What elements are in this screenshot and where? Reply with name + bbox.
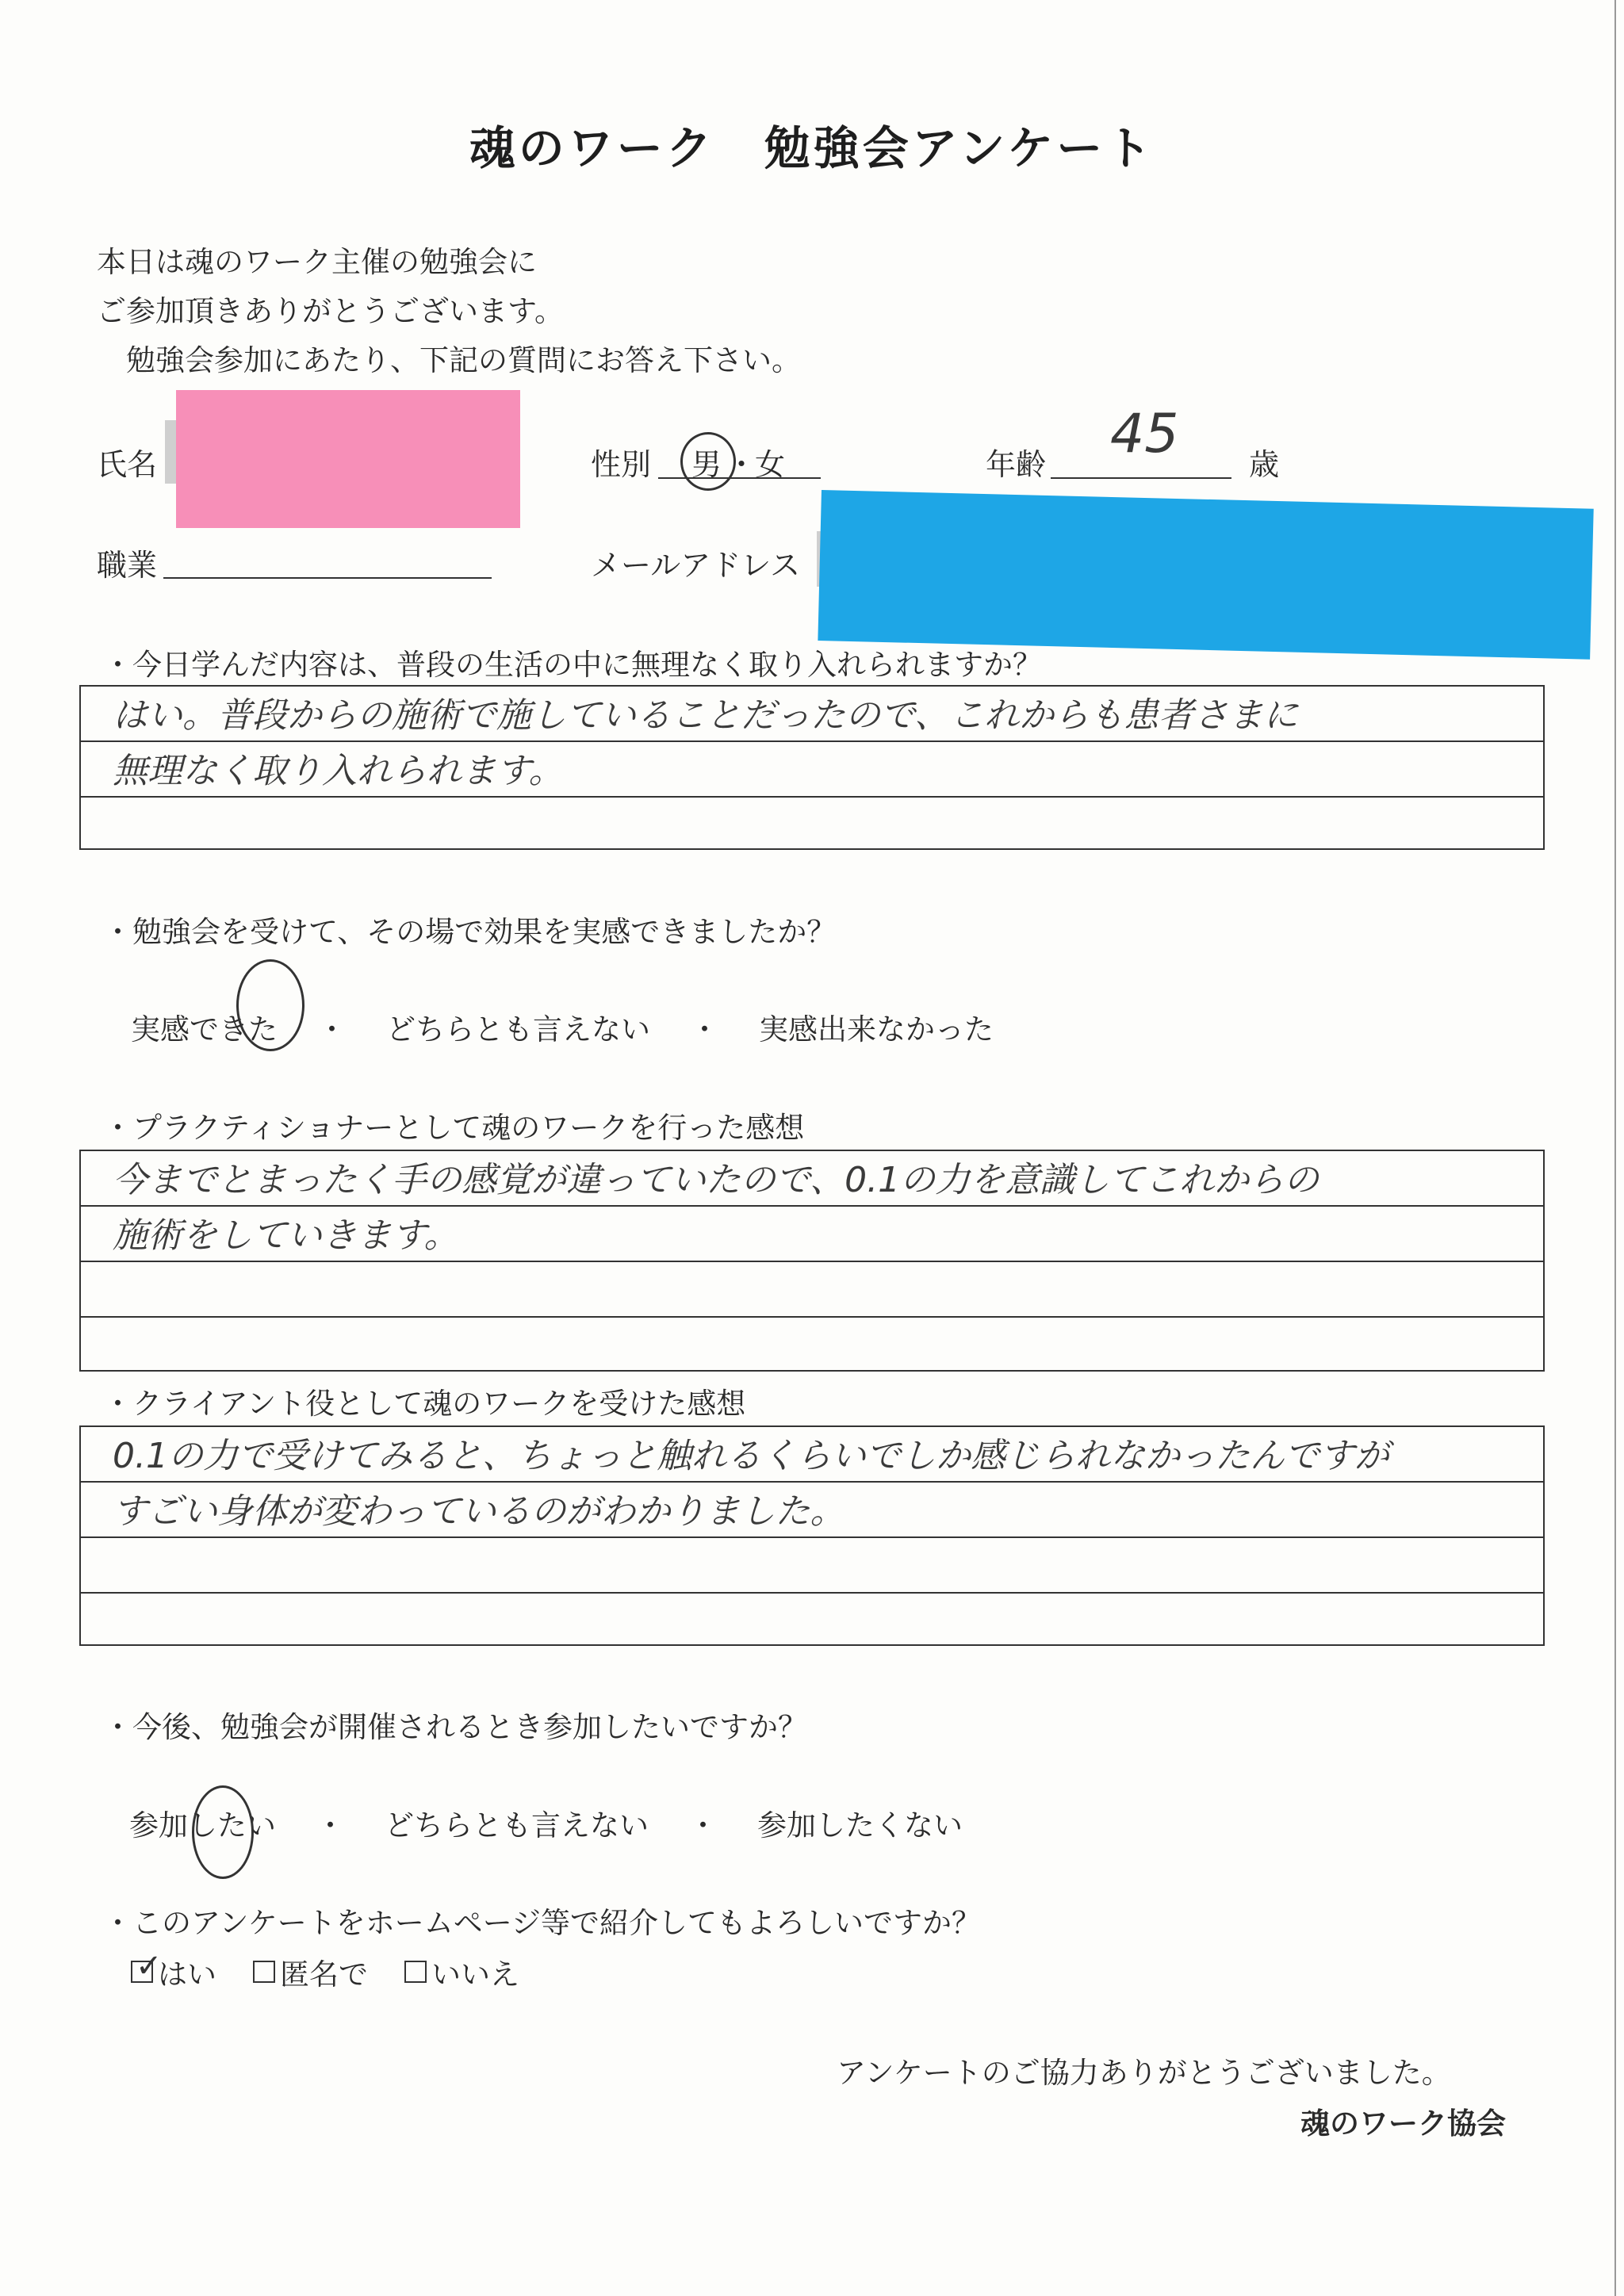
option-yes-label: はい — [158, 1957, 216, 1992]
answer-line — [81, 1594, 1543, 1649]
check-mark-icon: ✓ — [136, 1948, 163, 1984]
q1-answer-box — [79, 685, 1545, 850]
name-redaction — [176, 390, 520, 528]
q5-question: ・今後、勉強会が開催されるとき参加したいですか？ — [103, 1710, 807, 1744]
choice-separator: ・ — [690, 1012, 719, 1047]
q2-choice-neutral: どちらとも言えない — [386, 1012, 650, 1047]
age-value: 45 — [1110, 403, 1179, 465]
q2-choice-no: 実感出来なかった — [759, 1012, 994, 1047]
answer-line — [81, 1538, 1543, 1594]
q4-answer-line-1: 0.1の力で受けてみると、ちょっと触れるくらいでしか感じられなかったんですが — [113, 1436, 1389, 1476]
choice-separator: ・ — [317, 1012, 347, 1047]
answer-line — [81, 1151, 1543, 1207]
age-unit: 歳 — [1249, 447, 1280, 482]
age-underline — [1051, 477, 1231, 479]
q5-circle-mark — [192, 1785, 254, 1879]
gender-circle-mark — [680, 432, 736, 491]
age-label: 年齢 — [986, 447, 1047, 482]
gender-label: 性別 — [591, 447, 652, 482]
checkbox-anonymous[interactable] — [253, 1961, 275, 1983]
q4-answer-box — [79, 1425, 1545, 1646]
survey-title: 魂のワーク 勉強会アンケート — [469, 121, 1155, 175]
q3-answer-line-2: 施術をしていきます。 — [113, 1215, 459, 1256]
job-label: 職業 — [97, 548, 158, 583]
answer-line — [81, 798, 1543, 853]
gender-female: 女 — [755, 447, 786, 482]
q6-question: ・このアンケートをホームページ等で紹介してもよろしいですか？ — [103, 1906, 982, 1940]
answer-line — [81, 1483, 1543, 1538]
q2-question: ・勉強会を受けて、その場で効果を実感できましたか？ — [103, 915, 837, 949]
q3-answer-line-1: 今までとまったく手の感覚が違っていたので、0.1の力を意識してこれからの — [113, 1160, 1320, 1200]
answer-line — [81, 1207, 1543, 1262]
q5-choice-no: 参加したくない — [757, 1808, 963, 1843]
scan-edge — [1614, 0, 1616, 2296]
q1-question: ・今日学んだ内容は、普段の生活の中に無理なく取り入れられますか？ — [103, 648, 1042, 682]
checkbox-yes[interactable] — [131, 1948, 163, 1984]
q1-answer-line-2: 無理なく取り入れられます。 — [113, 751, 564, 791]
intro-line-2: ご参加頂きありがとうございます。 — [97, 294, 565, 328]
intro-line-1: 本日は魂のワーク主催の勉強会に — [97, 245, 537, 279]
job-underline — [163, 577, 492, 579]
q5-choice-yes: 参加したい — [129, 1808, 276, 1843]
q4-question: ・クライアント役として魂のワークを受けた感想 — [103, 1387, 746, 1421]
q2-circle-mark — [236, 959, 304, 1051]
q5-choice-neutral: どちらとも言えない — [385, 1808, 649, 1843]
gender-separator: ・ — [726, 447, 757, 482]
q6-options — [131, 1950, 519, 1993]
gender-male: 男 — [691, 447, 722, 482]
choice-separator: ・ — [688, 1808, 718, 1843]
option-anonymous-label: 匿名で — [280, 1957, 368, 1992]
answer-line — [81, 1262, 1543, 1318]
name-label: 氏名 — [97, 447, 158, 482]
q4-answer-line-2: すごい身体が変わっているのがわかりました。 — [113, 1491, 845, 1532]
email-redaction — [818, 490, 1593, 660]
choice-separator: ・ — [316, 1808, 345, 1843]
organization-name: 魂のワーク協会 — [1300, 2107, 1506, 2141]
q2-choice-yes: 実感できた — [131, 1012, 278, 1047]
q3-question: ・プラクティショナーとして魂のワークを行った感想 — [103, 1111, 805, 1145]
email-label: メールアドレス — [591, 548, 801, 583]
q1-answer-line-1: はい。普段からの施術で施していることだったので、これからも患者さまに — [113, 695, 1299, 736]
answer-line — [81, 742, 1543, 798]
closing-thanks: アンケートのご協力ありがとうございました。 — [837, 2056, 1451, 2090]
intro-line-3: 勉強会参加にあたり、下記の質問にお答え下さい。 — [97, 343, 801, 377]
option-no-label: いいえ — [431, 1957, 519, 1992]
checkbox-no[interactable] — [404, 1961, 427, 1983]
intro-text — [97, 238, 801, 385]
q3-answer-box — [79, 1150, 1545, 1372]
answer-line — [81, 1318, 1543, 1373]
answer-line — [81, 687, 1543, 742]
q5-choices — [129, 1801, 963, 1844]
answer-line — [81, 1427, 1543, 1483]
